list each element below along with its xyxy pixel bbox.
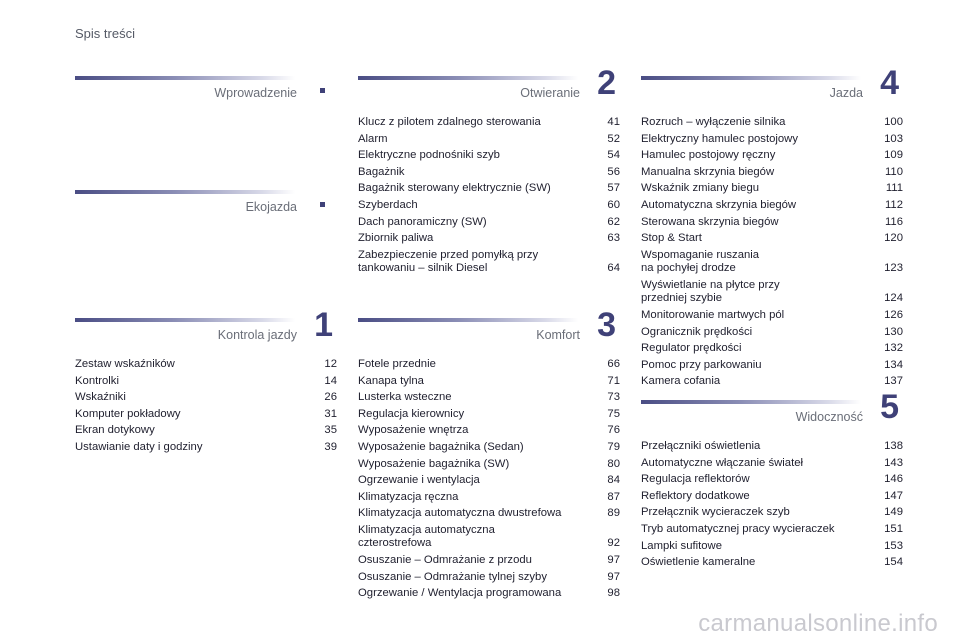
toc-entry[interactable] [641,166,903,180]
toc-entry[interactable] [75,408,337,422]
toc-entry-label: Zbiornik paliwa [358,232,434,245]
toc-entry[interactable] [75,391,337,405]
toc-entry[interactable] [358,116,620,130]
toc-entry[interactable] [358,571,620,585]
toc-entry-page: 109 [884,149,903,162]
toc-entry[interactable] [75,358,337,372]
toc-entry[interactable] [641,359,903,373]
section-bar [641,76,861,80]
toc-entry-page: 52 [607,132,620,145]
toc-entry[interactable] [358,424,620,438]
section-komfort [358,306,620,604]
toc-entry[interactable] [641,199,903,213]
toc-entry-label: Sterowana skrzynia biegów [641,215,779,228]
toc-entry[interactable] [358,391,620,405]
toc-entry-page: 79 [607,440,620,453]
toc-entry[interactable] [641,279,903,306]
toc-entry-label: Wyposażenie bagażnika (SW) [358,457,510,470]
toc-entry-page: 111 [885,182,903,195]
section-header [75,72,337,108]
toc-entry[interactable] [358,358,620,372]
section-title[interactable]: Jazda [829,86,863,100]
section-title[interactable]: Komfort [536,328,580,342]
section-title[interactable]: Widoczność [795,410,863,424]
toc-entry-page: 123 [884,262,903,275]
section-jazda [641,64,903,392]
toc-entry-label: Monitorowanie martwych pól [641,308,785,321]
toc-entry-label: Elektryczny hamulec postojowy [641,132,798,145]
toc-entry-page: 146 [884,473,903,486]
toc-entry[interactable] [358,166,620,180]
toc-entry-label: Ogranicznik prędkości [641,325,753,338]
toc-entry[interactable] [641,116,903,130]
toc-entry-label: Regulacja reflektorów [641,473,750,486]
section-number: 5 [880,388,899,426]
toc-entry[interactable] [641,540,903,554]
toc-entry-label: Wyposażenie wnętrza [358,424,469,437]
toc-entry-page: 60 [607,198,620,211]
toc-entry[interactable] [358,216,620,230]
toc-entry[interactable] [641,342,903,356]
toc-entry-label: Rozruch – wyłączenie silnika [641,116,786,128]
toc-entry-page: 116 [884,215,903,228]
toc-entry-label: Klimatyzacja automatyczna czterostrefowa [358,523,495,550]
section-title[interactable]: Kontrola jazdy [217,328,297,342]
toc-entry-label: Ekran dotykowy [75,424,155,437]
page-title: Spis treści [75,26,135,41]
toc-entry[interactable] [358,199,620,213]
section-header [358,64,620,108]
toc-entry-label: Fotele przednie [358,358,436,370]
toc-entry-page: 87 [607,490,620,503]
toc-entry-page: 130 [884,325,903,338]
toc-entry-label: Regulacja kierownicy [358,407,465,420]
toc-entry[interactable] [641,216,903,230]
section-header [75,306,337,350]
toc-entry-page: 31 [324,407,337,420]
toc-entry-page: 41 [607,116,620,128]
toc-entry-label: Zestaw wskaźników [75,358,175,370]
item-list [358,358,620,601]
toc-entry-page: 98 [607,587,620,600]
toc-entry-label: Wyposażenie bagażnika (Sedan) [358,440,524,453]
toc-entry[interactable] [641,326,903,340]
toc-entry[interactable] [358,524,620,551]
section-wprowadzenie [75,72,337,108]
toc-entry[interactable] [641,490,903,504]
toc-entry-label: Stop & Start [641,232,702,245]
section-bar [75,318,295,322]
toc-entry-label: Dach panoramiczny (SW) [358,215,487,228]
toc-entry-page: 97 [607,570,620,583]
toc-entry[interactable] [641,375,903,389]
toc-entry[interactable] [75,441,337,455]
section-number: 3 [597,306,616,344]
toc-entry-label: Elektryczne podnośniki szyb [358,149,500,162]
toc-entry-page: 89 [607,507,620,520]
toc-entry[interactable] [358,587,620,601]
toc-entry-label: Alarm [358,132,388,145]
section-marker-icon [320,88,325,93]
toc-entry-page: 62 [607,215,620,228]
toc-entry-page: 57 [607,182,620,195]
toc-entry-label: Wskaźniki [75,391,126,404]
toc-entry-page: 76 [607,424,620,437]
section-header [358,306,620,350]
toc-entry-page: 138 [884,440,903,452]
toc-entry-label: Komputer pokładowy [75,407,181,420]
section-bar [75,76,295,80]
toc-entry-label: Ogrzewanie i wentylacja [358,474,480,487]
toc-entry-label: Klucz z pilotem zdalnego sterowania [358,116,541,128]
toc-entry-label: Osuszanie – Odmrażanie z przodu [358,554,532,567]
toc-entry-label: Zabezpieczenie przed pomyłką przy tankowaniu – silnik Diesel [358,248,539,275]
toc-entry-label: Osuszanie – Odmrażanie tylnej szyby [358,570,547,583]
section-number: 2 [597,64,616,102]
toc-entry[interactable] [641,309,903,323]
toc-entry-page: 64 [607,262,620,275]
toc-entry[interactable] [358,554,620,568]
toc-entry-page: 149 [884,506,903,519]
toc-entry-label: Kanapa tylna [358,374,424,387]
toc-entry[interactable] [641,232,903,246]
toc-entry-page: 132 [884,342,903,355]
section-marker-icon [320,202,325,207]
section-header [641,64,903,108]
toc-entry[interactable] [358,491,620,505]
toc-entry-label: Manualna skrzynia biegów [641,165,775,178]
toc-entry-page: 134 [884,358,903,371]
toc-entry[interactable] [75,424,337,438]
toc-entry-page: 73 [607,391,620,404]
toc-entry[interactable] [358,441,620,455]
toc-entry-label: Regulator prędkości [641,342,742,355]
toc-entry[interactable] [641,523,903,537]
section-bar [75,190,295,194]
toc-entry-label: Oświetlenie kameralne [641,556,756,569]
toc-entry-page: 92 [607,537,620,550]
toc-entry-label: Kamera cofania [641,375,721,388]
section-header [75,186,337,222]
section-kontrola-jazdy [75,306,337,458]
item-list [641,440,903,570]
toc-entry[interactable] [358,249,620,276]
section-bar [641,400,861,404]
toc-entry-label: Hamulec postojowy ręczny [641,149,776,162]
toc-entry-page: 75 [607,407,620,420]
toc-entry-page: 137 [884,375,903,388]
toc-entry[interactable] [358,507,620,521]
toc-entry-label: Przełącznik wycieraczek szyb [641,506,790,519]
section-widocznosc [641,388,903,573]
section-title[interactable]: Otwieranie [520,86,580,100]
toc-entry-page: 80 [607,457,620,470]
toc-entry-page: 39 [324,440,337,453]
toc-entry[interactable] [641,249,903,276]
toc-entry[interactable] [358,232,620,246]
toc-entry-label: Wyświetlanie na płytce przy przedniej szybie [641,278,780,305]
section-number: 1 [314,306,333,344]
toc-entry-page: 154 [884,556,903,569]
toc-entry-label: Bagażnik [358,165,405,178]
toc-entry-label: Kontrolki [75,374,119,387]
item-list [75,358,337,454]
toc-entry[interactable] [641,440,903,454]
toc-entry[interactable] [641,133,903,147]
toc-entry-label: Wspomaganie ruszania na pochyłej drodze [641,248,760,275]
toc-entry-label: Pomoc przy parkowaniu [641,358,762,371]
toc-entry-page: 56 [607,165,620,178]
toc-entry-page: 66 [607,358,620,370]
toc-entry[interactable] [358,458,620,472]
toc-entry-page: 54 [607,149,620,162]
toc-entry-page: 110 [884,165,903,178]
toc-entry-page: 100 [884,116,903,128]
toc-entry[interactable] [358,182,620,196]
toc-entry-label: Ustawianie daty i godziny [75,440,203,453]
toc-entry[interactable] [641,149,903,163]
toc-entry-page: 112 [884,198,903,211]
toc-entry[interactable] [358,408,620,422]
toc-entry-label: Klimatyzacja ręczna [358,490,459,503]
toc-entry-page: 120 [884,232,903,245]
toc-entry-page: 63 [607,232,620,245]
toc-entry-label: Ogrzewanie / Wentylacja programowana [358,587,562,600]
toc-entry[interactable] [358,474,620,488]
toc-entry-page: 12 [324,358,337,370]
item-list [641,116,903,389]
toc-entry[interactable] [358,133,620,147]
section-bar [358,318,578,322]
section-title[interactable]: Wprowadzenie [214,86,297,100]
toc-entry-label: Wskaźnik zmiany biegu [641,182,760,195]
toc-entry-page: 35 [324,424,337,437]
toc-entry[interactable] [358,375,620,389]
toc-entry-label: Tryb automatycznej pracy wycieraczek [641,522,835,535]
section-number: 4 [880,64,899,102]
section-bar [358,76,578,80]
toc-entry-page: 151 [884,522,903,535]
toc-entry-page: 97 [607,554,620,567]
toc-entry-page: 84 [607,474,620,487]
section-title[interactable]: Ekojazda [245,200,297,214]
toc-entry-page: 153 [884,539,903,552]
toc-entry-page: 147 [884,489,903,502]
toc-entry-label: Automatyczna skrzynia biegów [641,198,797,211]
toc-entry[interactable] [641,457,903,471]
toc-entry-label: Lampki sufitowe [641,539,722,552]
toc-entry[interactable] [641,506,903,520]
toc-entry-page: 71 [607,374,620,387]
toc-entry-page: 26 [324,391,337,404]
item-list [358,116,620,276]
toc-entry-label: Klimatyzacja automatyczna dwustrefowa [358,507,562,520]
toc-entry-page: 124 [884,292,903,305]
toc-entry-label: Lusterka wsteczne [358,391,452,404]
toc-entry-page: 103 [884,132,903,145]
toc-entry-page: 143 [884,456,903,469]
toc-entry[interactable] [75,375,337,389]
toc-entry[interactable] [358,149,620,163]
toc-entry-page: 14 [324,374,337,387]
toc-entry[interactable] [641,473,903,487]
toc-entry[interactable] [641,182,903,196]
toc-entry[interactable] [641,556,903,570]
toc-entry-label: Automatyczne włączanie świateł [641,456,803,469]
section-header [641,388,903,432]
section-otwieranie [358,64,620,279]
toc-entry-label: Reflektory dodatkowe [641,489,750,502]
toc-entry-page: 126 [884,308,903,321]
toc-entry-label: Przełączniki oświetlenia [641,440,761,452]
toc-entry-label: Szyberdach [358,198,418,211]
watermark: carmanualsonline.info [698,610,938,637]
toc-entry-label: Bagażnik sterowany elektrycznie (SW) [358,182,551,195]
section-ekojazda [75,186,337,222]
